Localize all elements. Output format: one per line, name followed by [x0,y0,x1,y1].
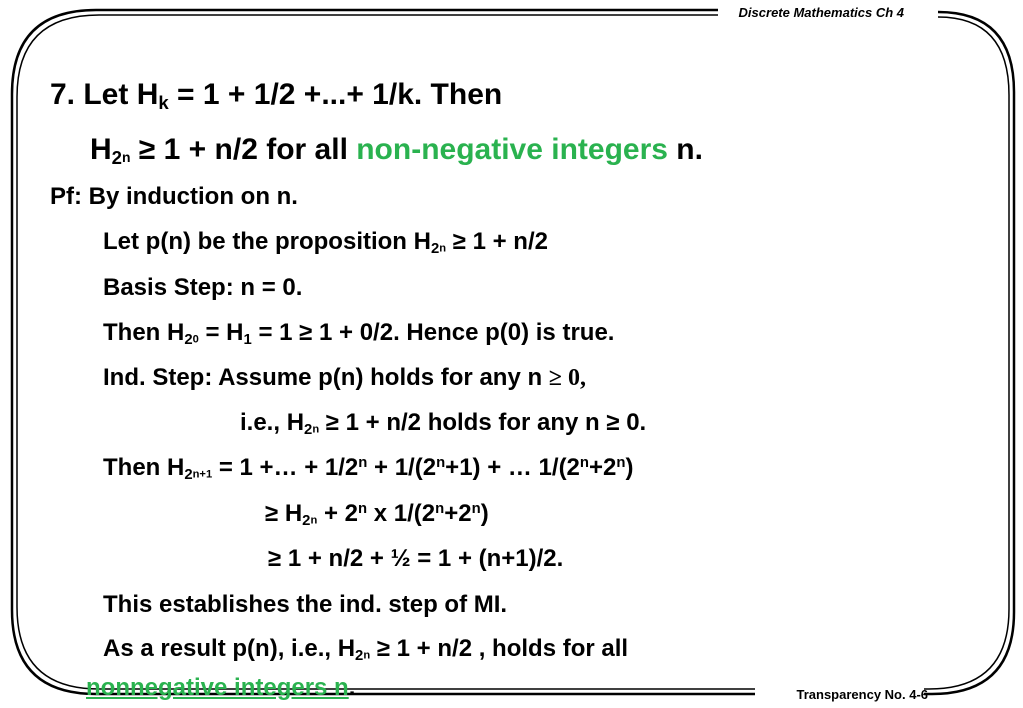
proof-result-continuation: nonnegative integers n. [86,674,356,701]
theorem-line-2: $H_{2n} \ge 1 + n/2$ for all non-negative integers n. [90,133,703,169]
proof-establishes-line: This establishes the ind. step of MI. [103,591,508,618]
frame-border-inner [17,15,755,689]
transparency-number: Transparency No. 4-6 [796,687,928,702]
highlight-nonnegative-integers: nonnegative integers n [86,674,349,701]
proof-expansion-line: Then $H_{2n+1} = 1$ +… + $1/2^n + 1/(2^n+1)$ + … $1/(2^n+2^n)$ [103,454,634,484]
proof-result-line: As a result p(n), i.e., $H_{2n} \ge 1 + n/2$ , holds for all [103,635,629,665]
proof-ind-step-line: Ind. Step: Assume p(n) holds for any n ≥ 0, [103,364,586,391]
theorem-line-1: 7. Let $H_k = 1 + 1/2$ +...+ 1/k. Then [50,78,503,114]
proof-basis-line: Basis Step: n = 0. [103,274,303,301]
proof-inequality-line-2: ≥ 1 + n/2 + ½ = 1 + (n+1)/2. [268,545,564,572]
course-title: Discrete Mathematics Ch 4 [738,5,904,20]
frame-border-right-outer [924,12,1014,694]
proof-let-line: Let p(n) be the proposition $H_{2n} \ge 1 + n/2$ [103,228,548,258]
proof-heading: Pf: By induction on n. [50,183,298,210]
proof-ie-line: i.e., $H_{2n} \ge 1 + n/2$ holds for any n ≥ 0. [240,409,647,439]
highlight-non-negative-integers: non-negative integers [356,133,668,166]
frame-border-right-inner [924,17,1009,689]
proof-inequality-line-1: ≥ $H_{2n} + 2^n$ x $1/(2^n+2^n)$ [265,500,489,530]
proof-basis-then-line: Then $H_{20} = H_1 = 1 \ge 1 + 0/2$. Hence p(0) is true. [103,319,615,349]
